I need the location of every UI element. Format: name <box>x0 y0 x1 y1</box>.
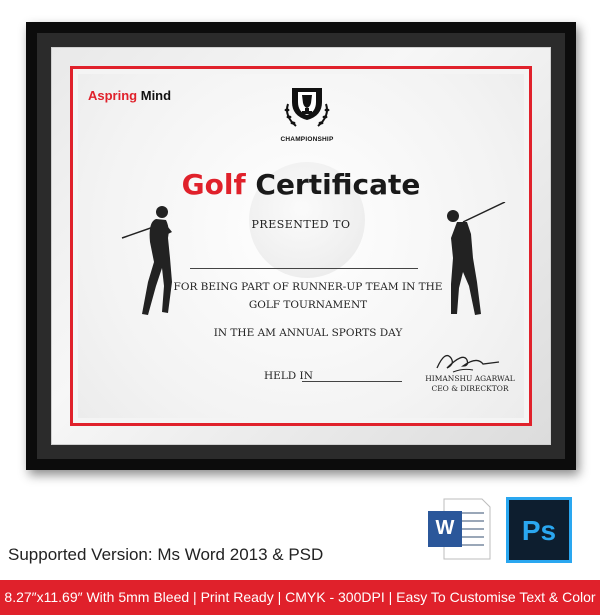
held-in-label: HELD IN <box>264 370 313 382</box>
certificate-title <box>78 168 524 201</box>
championship-logo <box>274 82 340 150</box>
features-banner-text: 8.27″x11.69″ With 5mm Bleed | Print Ready | CMYK - 300DPI | Easy To Customise Text & Color <box>4 589 596 605</box>
presented-to: PRESENTED TO <box>251 218 351 231</box>
certificate-body <box>78 74 524 418</box>
signature-icon <box>433 348 503 376</box>
golfer-right-icon <box>433 202 513 327</box>
trophy-icon <box>274 82 340 138</box>
recipient-name-line <box>190 268 418 269</box>
event-line: IN THE AM ANNUAL SPORTS DAY <box>213 327 403 339</box>
signer-title: CEO & DIRECKTOR <box>431 384 509 393</box>
brand-main: Aspring <box>88 88 138 103</box>
brand-name <box>88 88 171 103</box>
golfer-left-icon <box>118 202 188 322</box>
signer-block <box>410 374 530 394</box>
brand-accent: Mind <box>137 88 172 103</box>
logo-caption: CHAMPIONSHIP <box>280 136 334 143</box>
title-certificate: Certificate <box>245 168 421 201</box>
photoshop-icon <box>506 497 572 563</box>
word-icon <box>426 497 494 561</box>
signer-name: HIMANSHU AGARWAL <box>425 374 515 383</box>
features-banner <box>0 580 600 615</box>
held-in-line <box>302 381 402 382</box>
reason-line-1: FOR BEING PART OF RUNNER-UP TEAM IN THE <box>173 281 443 293</box>
reason-line-2: GOLF TOURNAMENT <box>248 299 368 311</box>
word-icon-label: W <box>435 517 455 539</box>
certificate-frame <box>26 22 576 470</box>
supported-version: Supported Version: Ms Word 2013 & PSD <box>8 545 324 564</box>
frame-matte <box>51 47 551 445</box>
certificate <box>70 66 532 426</box>
frame-border <box>37 33 565 459</box>
ps-icon-label: Ps <box>521 515 557 546</box>
title-golf: Golf <box>181 168 246 201</box>
